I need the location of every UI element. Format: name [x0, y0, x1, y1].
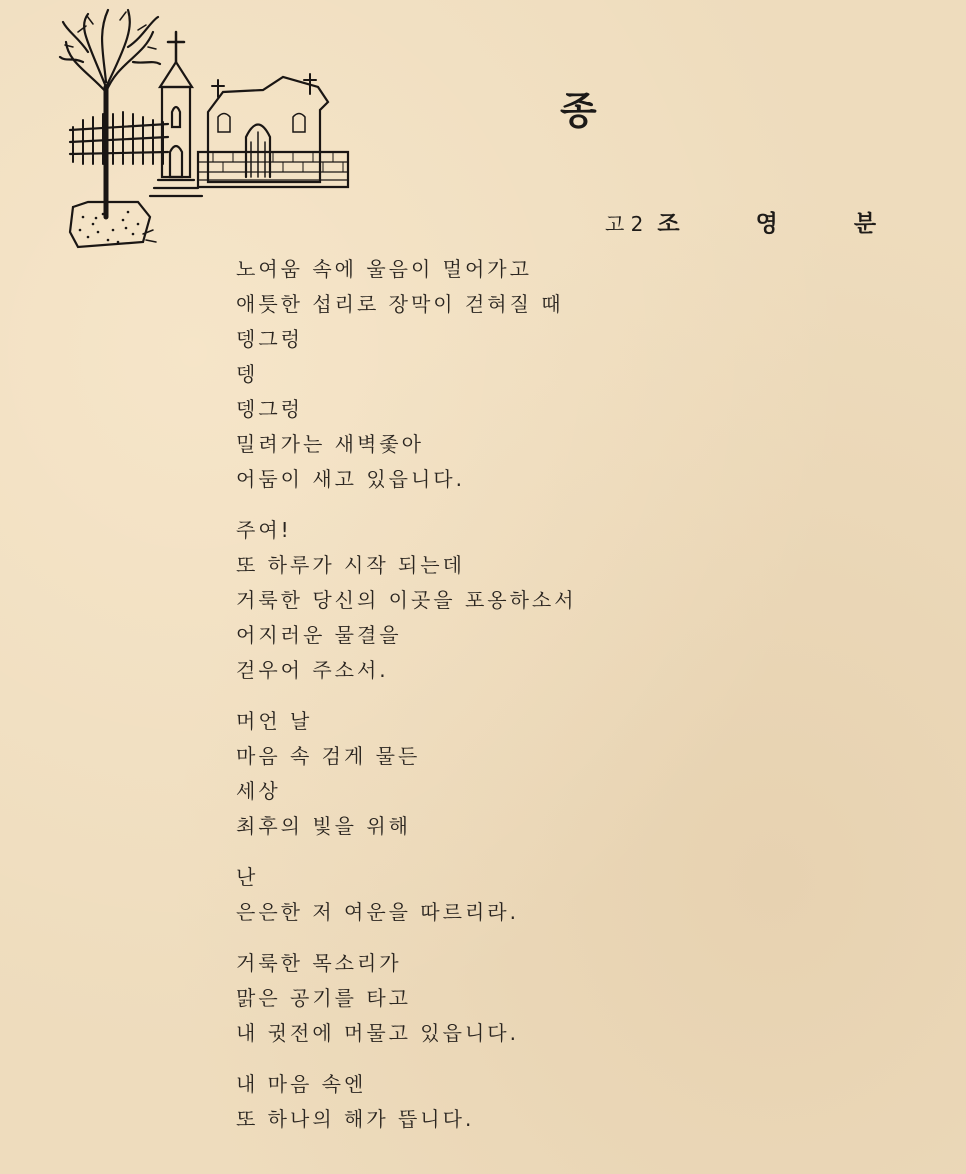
- poem-stanza: [236, 252, 836, 497]
- poem-line: 밀려가는 새벽좇아: [236, 432, 424, 456]
- poem-line: 뎅: [236, 362, 259, 386]
- poem-line: 어지러운 물결을: [236, 623, 402, 647]
- poem-line: 노여움 속에 울음이 멀어가고: [236, 257, 532, 281]
- poem-line: 내 마음 속엔: [236, 1072, 367, 1096]
- author-grade: 고 2: [605, 212, 644, 236]
- author-byline: [605, 205, 910, 238]
- poem-title: 종: [560, 89, 597, 133]
- poem-line: 맑은 공기를 타고: [236, 986, 411, 1010]
- poem-line: 세상: [236, 779, 281, 803]
- poem-line: 내 귓전에 머물고 있읍니다.: [236, 1021, 519, 1045]
- author-name: 조 영 분: [657, 211, 911, 237]
- poem-line: 마음 속 검게 물든: [236, 744, 421, 768]
- poem-line: 또 하루가 시작 되는데: [236, 553, 465, 577]
- poem-body: [236, 252, 836, 1153]
- church-illustration: [58, 2, 358, 257]
- poem-line: 은은한 저 여운을 따르리라.: [236, 900, 519, 924]
- poem-line: 거룩한 목소리가: [236, 951, 402, 975]
- poem-line: 뎅그렁: [236, 327, 303, 351]
- poem-stanza: [236, 860, 836, 930]
- poem-line: 최후의 빛을 위해: [236, 814, 411, 838]
- poem-line: 또 하나의 해가 뜹니다.: [236, 1107, 475, 1131]
- poem-stanza: [236, 946, 836, 1051]
- poem-stanza: [236, 513, 836, 688]
- poem-line: 머언 날: [236, 709, 313, 733]
- poem-line: 걷우어 주소서.: [236, 658, 389, 682]
- poem-line: 난: [236, 865, 259, 889]
- poem-line: 거룩한 당신의 이곳을 포옹하소서: [236, 588, 577, 612]
- poem-line: 주여!: [236, 518, 292, 542]
- poem-line: 애틋한 섭리로 장막이 걷혀질 때: [236, 292, 564, 316]
- poem-stanza: [236, 704, 836, 844]
- poem-stanza: [236, 1067, 836, 1137]
- poem-line: 어둠이 새고 있읍니다.: [236, 467, 465, 491]
- poem-line: 뎅그렁: [236, 397, 303, 421]
